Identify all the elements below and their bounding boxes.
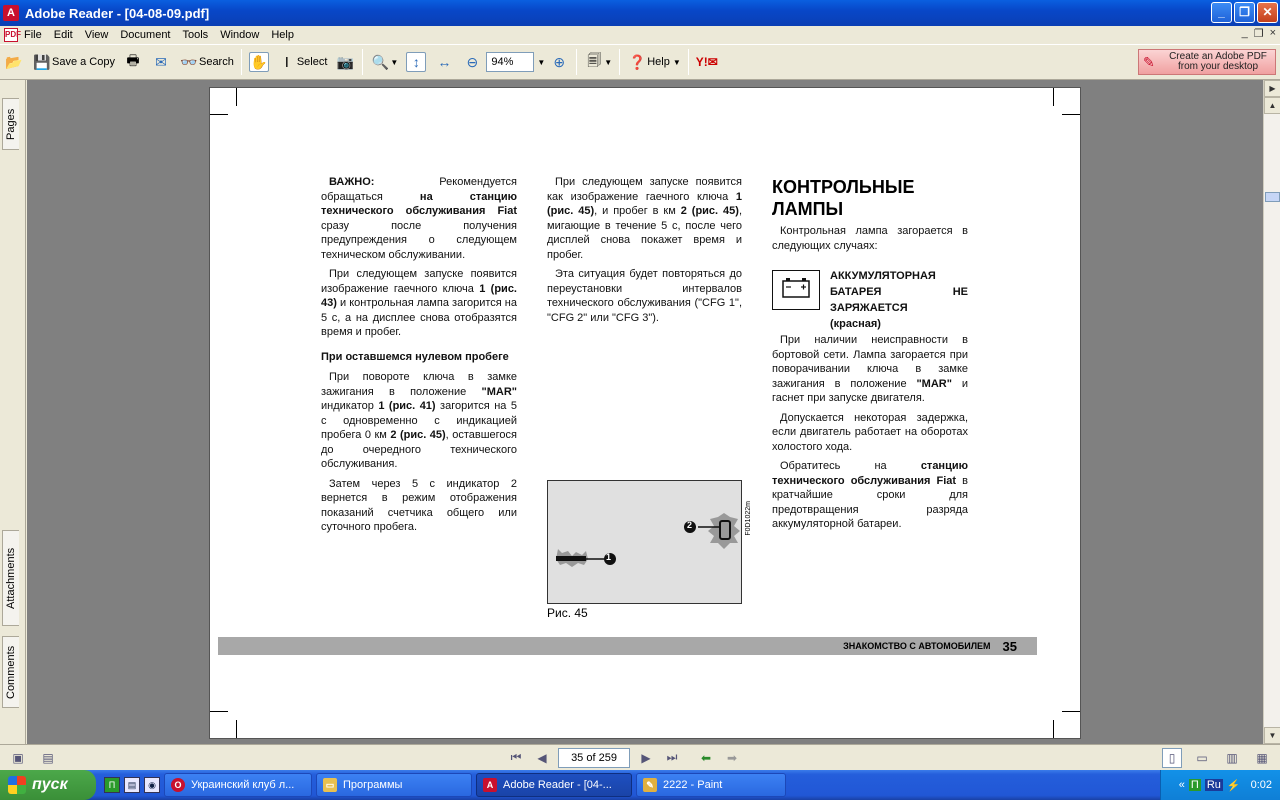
opera-icon: O (171, 778, 185, 792)
zoom-level-dropdown-icon[interactable]: ▼ (537, 57, 546, 67)
comments-tab[interactable]: Comments (2, 636, 19, 708)
select-label: Select (296, 56, 328, 68)
continuous-view-icon[interactable]: ▭ (1196, 750, 1208, 765)
footer-section: ЗНАКОМСТВО С АВТОМОБИЛЕМ (843, 641, 991, 651)
doc-close-button[interactable]: × (1269, 27, 1276, 39)
doc-restore-button[interactable]: ❐ (1253, 28, 1264, 40)
search-button[interactable] (175, 48, 238, 76)
page-footer (218, 637, 1037, 655)
fig-label-1: 1 (606, 552, 612, 562)
menu-bar (0, 26, 1280, 44)
pdf-app-icon: A (3, 5, 19, 21)
scroll-down-arrow-icon[interactable]: ▼ (1264, 727, 1280, 744)
figure-45 (547, 480, 752, 604)
page-icon[interactable]: ▤ (42, 750, 54, 765)
binoculars-icon: 👓 (180, 53, 198, 70)
tray-expand-icon[interactable]: « (1178, 779, 1185, 791)
task-programs-folder[interactable]: ▭ Программы (316, 773, 472, 797)
text-cursor-icon: Ⅰ (284, 53, 289, 70)
navigation-panel (0, 80, 26, 744)
vertical-scrollbar[interactable] (1263, 80, 1280, 744)
quicklaunch-explorer-icon[interactable]: ◉ (144, 777, 160, 793)
quicklaunch-app-icon[interactable]: П (104, 777, 120, 793)
clock: 0:02 (1250, 779, 1272, 791)
acrobat-pdf-icon: ✎ (1143, 54, 1155, 70)
quicklaunch-doc-icon[interactable]: ▤ (124, 777, 140, 793)
help-button[interactable] (623, 48, 685, 76)
status-navigation-bar (0, 744, 1280, 770)
attachments-tab[interactable]: Attachments (2, 530, 19, 626)
task-opera[interactable]: O Украинский клуб л... (164, 773, 312, 797)
email-icon[interactable]: ✉ (155, 53, 167, 70)
facing-view-icon[interactable]: ▥ (1226, 750, 1238, 765)
promo-line2: from your desktop (1177, 61, 1259, 72)
windows-flag-icon (8, 776, 26, 794)
warning-lamp-title: АККУМУЛЯТОРНАЯ БАТАРЕЯ НЕ ЗАРЯЖАЕТСЯ (красная) (830, 270, 968, 330)
language-indicator[interactable]: Ru (1206, 779, 1221, 791)
search-label: Search (198, 56, 234, 68)
window-title: Adobe Reader - [04-08-09.pdf] (25, 5, 210, 21)
adobe-reader-icon: A (483, 778, 497, 792)
go-forward-icon[interactable]: ➡ (726, 750, 738, 765)
restore-button[interactable]: ❐ (1234, 2, 1255, 23)
windows-taskbar (0, 770, 1280, 800)
minimize-button[interactable]: _ (1211, 2, 1232, 23)
subheading-zero-mileage: При оставшемся нулевом пробеге (321, 350, 509, 363)
scroll-right-arrow-icon[interactable]: ▶ (1264, 80, 1280, 97)
toolbar (0, 44, 1280, 80)
intro-text: Контрольная лампа загорается в следующих случаях: (772, 225, 968, 252)
first-page-icon[interactable]: ⏮ (510, 750, 522, 764)
document-icon[interactable]: PDF (4, 28, 18, 42)
document-window-controls (1242, 27, 1276, 40)
menu-edit[interactable]: Edit (53, 29, 73, 41)
fig-code: F0D1022m (745, 501, 752, 536)
next-page-icon[interactable]: ▶ (641, 750, 651, 765)
save-copy-label: Save a Copy (52, 56, 115, 68)
fig-label-2: 2 (687, 520, 693, 530)
task-paint[interactable]: ✎ 2222 - Paint (636, 773, 786, 797)
scroll-up-arrow-icon[interactable]: ▲ (1264, 97, 1280, 114)
text-column-2: При следующем запуске появится как изображение гаечного ключа 1 (рис. 45), и пробег в км 2 (рис. 45), мигающие в течение 5 с, после чего дисплей снова покажет время и пробег. Эта ситуация будет повторяться до переустановки интервалов технического обслуживания ("CFG 1", "CFG 2" или "CFG 3"). (547, 176, 742, 324)
paint-icon: ✎ (643, 778, 657, 792)
menu-help[interactable]: Help (271, 29, 294, 41)
menu-window[interactable]: Window (220, 29, 260, 41)
scroll-thumb[interactable] (1265, 192, 1280, 202)
previous-page-icon[interactable]: ◀ (537, 750, 547, 765)
figure-caption: Рис. 45 (547, 606, 588, 620)
footer-page-number: 35 (1002, 638, 1017, 654)
close-button[interactable]: ✕ (1257, 2, 1278, 23)
create-pdf-promo-button[interactable] (1138, 49, 1276, 75)
open-folder-icon[interactable]: 📂 (5, 53, 23, 70)
zoom-in-plus-icon[interactable]: ⊕ (553, 53, 566, 70)
start-label: пуск (32, 776, 68, 793)
folder-icon: ▭ (323, 778, 337, 792)
display-indicator-icon (684, 513, 740, 549)
print-icon[interactable]: 🖶 (126, 52, 140, 68)
fit-width-icon[interactable]: ↔ (437, 54, 452, 70)
tray-app-icon[interactable]: П (1190, 779, 1199, 791)
menu-tools[interactable]: Tools (182, 29, 209, 41)
zoom-level-input[interactable]: 94% (486, 52, 534, 72)
hand-tool-icon[interactable]: ✋ (249, 52, 269, 72)
go-back-icon[interactable]: ⬅ (700, 750, 712, 765)
save-copy-button[interactable] (28, 48, 119, 76)
select-tool-button[interactable] (273, 48, 332, 76)
menu-view[interactable]: View (84, 29, 109, 41)
snapshot-camera-icon[interactable]: 📷 (336, 53, 355, 70)
zoom-out-icon[interactable]: ⊖ (466, 53, 479, 70)
pages-tab[interactable]: Pages (2, 98, 19, 150)
single-page-view-icon[interactable]: ▯ (1162, 748, 1182, 768)
text-column-3: При наличии неисправности в бортовой сети. Лампа загорается при поворачивании ключа в замке зажигания в положение "MAR" и гаснет при запуске двигателя. Допускается некоторая задержка, если двигатель работает на оборотах холостого хода. Обратитесь на станцию технического обслуживания Fiat в кратчайшие сроки для предотвращения разряда аккумуляторной батареи. (772, 334, 969, 530)
help-icon: ❓ (628, 53, 646, 70)
continuous-facing-view-icon[interactable]: ▦ (1256, 750, 1268, 765)
fit-page-icon[interactable]: ↕ (406, 52, 426, 72)
menu-document[interactable]: Document (120, 29, 171, 41)
battery-warning-lamp-icon (772, 270, 820, 310)
help-dropdown-icon: ▼ (672, 57, 681, 67)
task-adobe-reader[interactable]: A Adobe Reader - [04-... (476, 773, 632, 797)
section-heading: КОНТРОЛЬНЫЕ ЛАМПЫ (772, 177, 915, 219)
page-layout-dropdown-icon[interactable]: ▼ (604, 57, 613, 67)
page-layout-icon[interactable]: 🗐 (587, 52, 602, 68)
document-properties-icon[interactable]: ▣ (12, 750, 24, 765)
help-label: Help (647, 56, 670, 68)
last-page-icon[interactable]: ⏭ (666, 750, 678, 764)
yahoo-toolbar-icon[interactable]: Y!✉ (695, 55, 718, 69)
promo-line1: Create an Adobe PDF (1169, 51, 1267, 62)
page-number-input[interactable]: 35 of 259 (558, 748, 630, 768)
floppy-icon: 💾 (33, 53, 51, 70)
start-button[interactable] (0, 770, 96, 800)
network-icon[interactable]: ⚡ (1226, 779, 1241, 792)
zoom-in-icon[interactable]: 🔍 (371, 53, 390, 70)
window-titlebar (0, 0, 1280, 26)
doc-minimize-button[interactable]: _ (1241, 27, 1248, 39)
zoom-dropdown-arrow-icon[interactable]: ▼ (390, 57, 399, 67)
menu-file[interactable]: File (24, 29, 42, 41)
system-tray (1160, 770, 1280, 800)
text-column-1: ВАЖНО: Рекомендуется обращаться на станцию технического обслуживания Fiat сразу после получения предупреждения о следующем техническом обслуживании. При следующем запуске появится изображение гаечного ключа 1 (рис. 43) и контрольная лампа загорится на 5 с, а на дисплее снова отобразятся время и пробег. При оставшемся нулевом пробеге При повороте ключа в замке зажигания в положение "MAR" индикатор 1 (рис. 41) загорится на 5 с одновременно с индикацией пробега 0 км 2 (рис. 45), оставшегося до очередного технического обслуживания. Затем через 5 с индикатор 2 вернется в режим отображения показаний счетчика общего или суточного пробега. (321, 176, 517, 533)
